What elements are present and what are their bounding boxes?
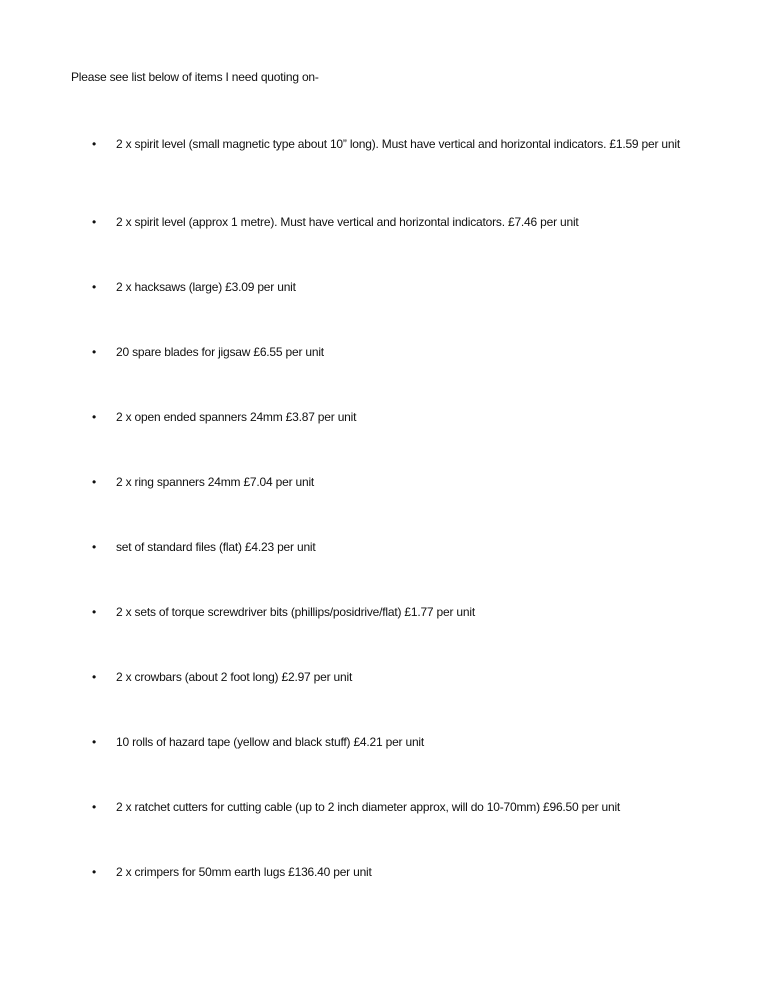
list-item: [92, 735, 692, 750]
list-item: [92, 475, 692, 490]
item-text: 2 x crimpers for 50mm earth lugs £136.40 per unit: [116, 865, 372, 879]
list-item: [92, 410, 692, 425]
item-text: 2 x open ended spanners 24mm £3.87 per unit: [116, 410, 357, 424]
item-text: 2 x sets of torque screwdriver bits (phillips/posidrive/flat) £1.77 per unit: [116, 605, 475, 619]
bullet-icon: •: [92, 670, 97, 684]
list-item: [92, 605, 692, 620]
item-text: 2 x hacksaws (large) £3.09 per unit: [116, 280, 296, 294]
list-item: [92, 137, 692, 152]
bullet-icon: •: [92, 865, 97, 879]
list-item: [92, 865, 692, 880]
item-text: 20 spare blades for jigsaw £6.55 per unit: [116, 345, 324, 359]
intro-text: Please see list below of items I need quoting on-: [71, 70, 319, 84]
list-item: [92, 670, 692, 685]
item-text: 2 x spirit level (small magnetic type about 10” long). Must have vertical and horizontal indicators. £1.59 per unit: [116, 137, 680, 151]
bullet-icon: •: [92, 215, 97, 229]
bullet-icon: •: [92, 475, 97, 489]
list-item: [92, 280, 692, 295]
bullet-icon: •: [92, 137, 97, 151]
bullet-icon: •: [92, 345, 97, 359]
item-text: 10 rolls of hazard tape (yellow and black stuff) £4.21 per unit: [116, 735, 425, 749]
list-item: [92, 345, 692, 360]
item-text: set of standard files (flat) £4.23 per unit: [116, 540, 316, 554]
bullet-icon: •: [92, 540, 97, 554]
item-text: 2 x spirit level (approx 1 metre). Must have vertical and horizontal indicators. £7.46 per unit: [116, 215, 579, 229]
bullet-icon: •: [92, 410, 97, 424]
bullet-icon: •: [92, 280, 97, 294]
list-item: [92, 800, 692, 815]
bullet-icon: •: [92, 735, 97, 749]
item-text: 2 x ring spanners 24mm £7.04 per unit: [116, 475, 315, 489]
bullet-icon: •: [92, 605, 97, 619]
list-item: [92, 540, 692, 555]
item-text: 2 x crowbars (about 2 foot long) £2.97 per unit: [116, 670, 353, 684]
item-text: 2 x ratchet cutters for cutting cable (up to 2 inch diameter approx, will do 10-70mm) £96.50 per unit: [116, 800, 621, 814]
bullet-icon: •: [92, 800, 97, 814]
list-item: [92, 215, 692, 230]
